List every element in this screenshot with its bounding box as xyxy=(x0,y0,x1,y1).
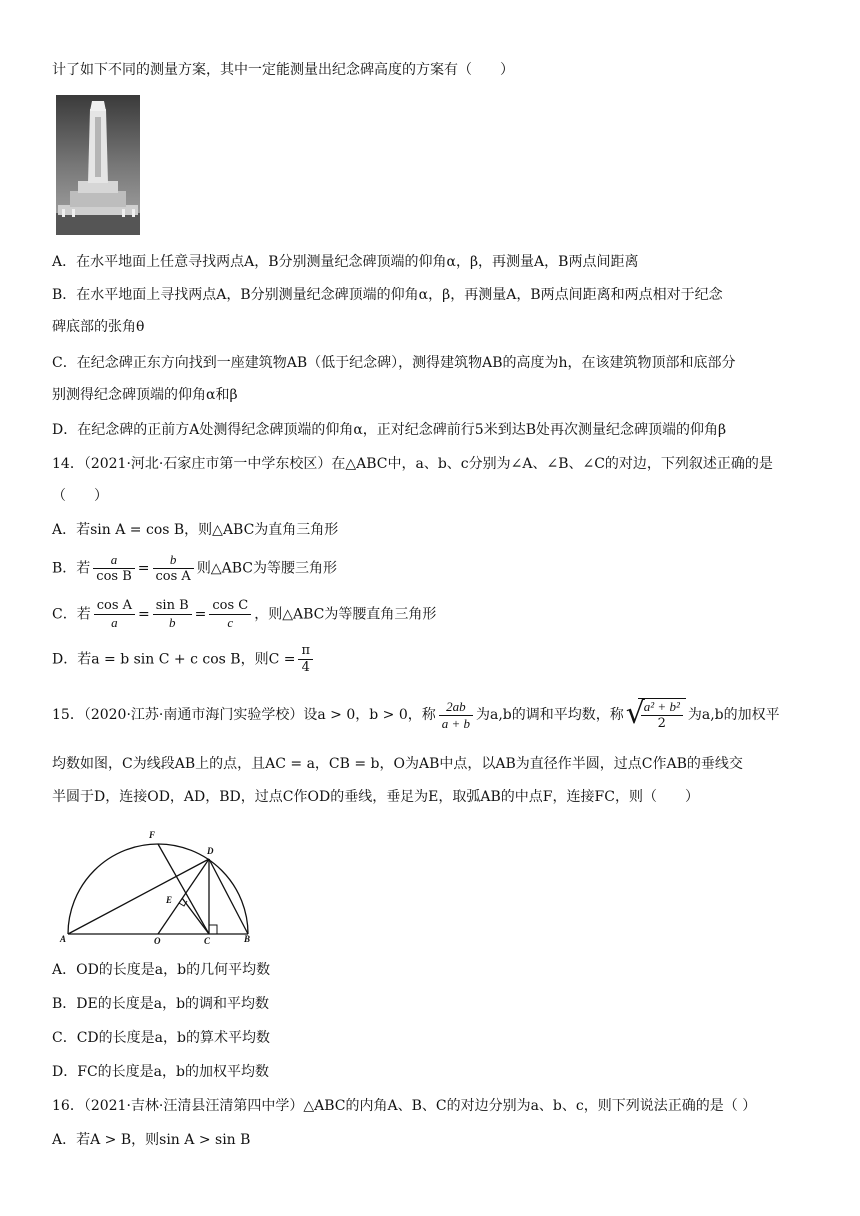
q14-stem-line2: （ ） xyxy=(52,488,108,504)
semicircle-diagram xyxy=(58,826,258,948)
label-E: E xyxy=(166,895,173,905)
sqrt-expression: √ $\frac{\text{a² + b²}}{2}$ xyxy=(626,698,686,732)
fraction: $\frac{\text{cos A}}{a}$ xyxy=(94,598,135,631)
label-F: F xyxy=(149,830,156,840)
q14-option-a: A．若sin A = cos B，则△ABC为直角三角形 xyxy=(52,522,339,538)
q16-stem: 16．（2021·吉林·汪清县汪清第四中学）△ABC的内角A、B、C的对边分别为a、b、c，则下列说法正确的是（ ） xyxy=(52,1098,757,1114)
fraction: $\frac{\text{a² + b²}}{2}$ xyxy=(641,699,683,732)
q16-option-a: A．若A > B，则sin A > sin B xyxy=(52,1132,251,1148)
q13-option-b-line2: 碑底部的张角θ xyxy=(52,319,145,335)
harmonic-fraction: $\frac{2ab}{a + b}$ xyxy=(439,699,473,732)
q13-option-c-line1: C．在纪念碑正东方向找到一座建筑物AB（低于纪念碑），测得建筑物AB的高度为h，在该建筑物顶部和底部分 xyxy=(52,355,736,371)
q13-option-b-line1: B．在水平地面上寻找两点A，B分别测量纪念碑顶端的仰角α，β，再测量A，B两点间距离和两点相对于纪念 xyxy=(52,287,723,303)
label-A: A xyxy=(60,934,67,944)
q13-option-d: D．在纪念碑的正前方A处测得纪念碑顶端的仰角α，正对纪念碑前行5米到达B处再次测量纪念碑顶端的仰角β xyxy=(52,422,727,438)
q15-stem-line2: 均数如图，C为线段AB上的点，且AC = a，CB = b，O为AB中点，以AB为直径作半圆，过点C作AB的垂线交 xyxy=(52,756,743,772)
monument-photo xyxy=(56,95,140,235)
q13-intro: 计了如下不同的测量方案，其中一定能测量出纪念碑高度的方案有（ ） xyxy=(52,62,514,78)
q14-option-c: C．若 $\frac{\text{cos A}}{a}$ = $\frac{\text{sin B}}{b}$ = $\frac{\text{cos C}}{c}$ ，则△ABC为等腰直角三角形 xyxy=(52,598,437,630)
fraction: $\frac{\text{sin B}}{b}$ xyxy=(153,598,192,631)
label-C: C xyxy=(204,936,211,946)
q15-option-c: C．CD的长度是a，b的算术平均数 xyxy=(52,1030,270,1046)
q15-option-d: D．FC的长度是a，b的加权平均数 xyxy=(52,1064,269,1080)
q13-option-c-line2: 别测得纪念碑顶端的仰角α和β xyxy=(52,387,238,403)
fraction: $\frac{b}{\text{cos A}}$ xyxy=(153,552,194,585)
q15-stem-line1: 15．（2020·江苏·南通市海门实验学校）设a > 0，b > 0，称 $\frac{2ab}{a + b}$ 为a,b的调和平均数，称 √ $\frac{\text{a² + b²}}{2}$ 为a,b的加权平 xyxy=(52,696,780,731)
fraction: $\frac{a}{\text{cos B}}$ xyxy=(93,552,134,585)
label-D: D xyxy=(207,846,214,856)
q15-option-b: B．DE的长度是a，b的调和平均数 xyxy=(52,996,270,1012)
label-B: B xyxy=(244,934,251,944)
q15-stem-line3: 半圆于D，连接OD，AD，BD，过点C作OD的垂线，垂足为E，取弧AB的中点F，连接FC，则（ ） xyxy=(52,789,699,805)
q14-option-b: B．若 $\frac{a}{\text{cos B}}$ = $\frac{b}{\text{cos A}}$ 则△ABC为等腰三角形 xyxy=(52,552,337,584)
fraction: $\frac{\pi}{4}$ xyxy=(298,643,313,676)
q14-stem-line1: 14．（2021·河北·石家庄市第一中学东校区）在△ABC中，a、b、c分别为∠A、∠B、∠C的对边，下列叙述正确的是 xyxy=(52,456,773,472)
q13-option-a: A．在水平地面上任意寻找两点A，B分别测量纪念碑顶端的仰角α，β，再测量A，B两点间距离 xyxy=(52,254,639,270)
fraction: $\frac{\text{cos C}}{c}$ xyxy=(209,598,251,631)
q15-option-a: A．OD的长度是a，b的几何平均数 xyxy=(52,962,271,978)
label-O: O xyxy=(154,936,161,946)
q14-option-d: D．若a = b sin C + c cos B，则C = $\frac{\pi}{4}$ xyxy=(52,643,316,676)
